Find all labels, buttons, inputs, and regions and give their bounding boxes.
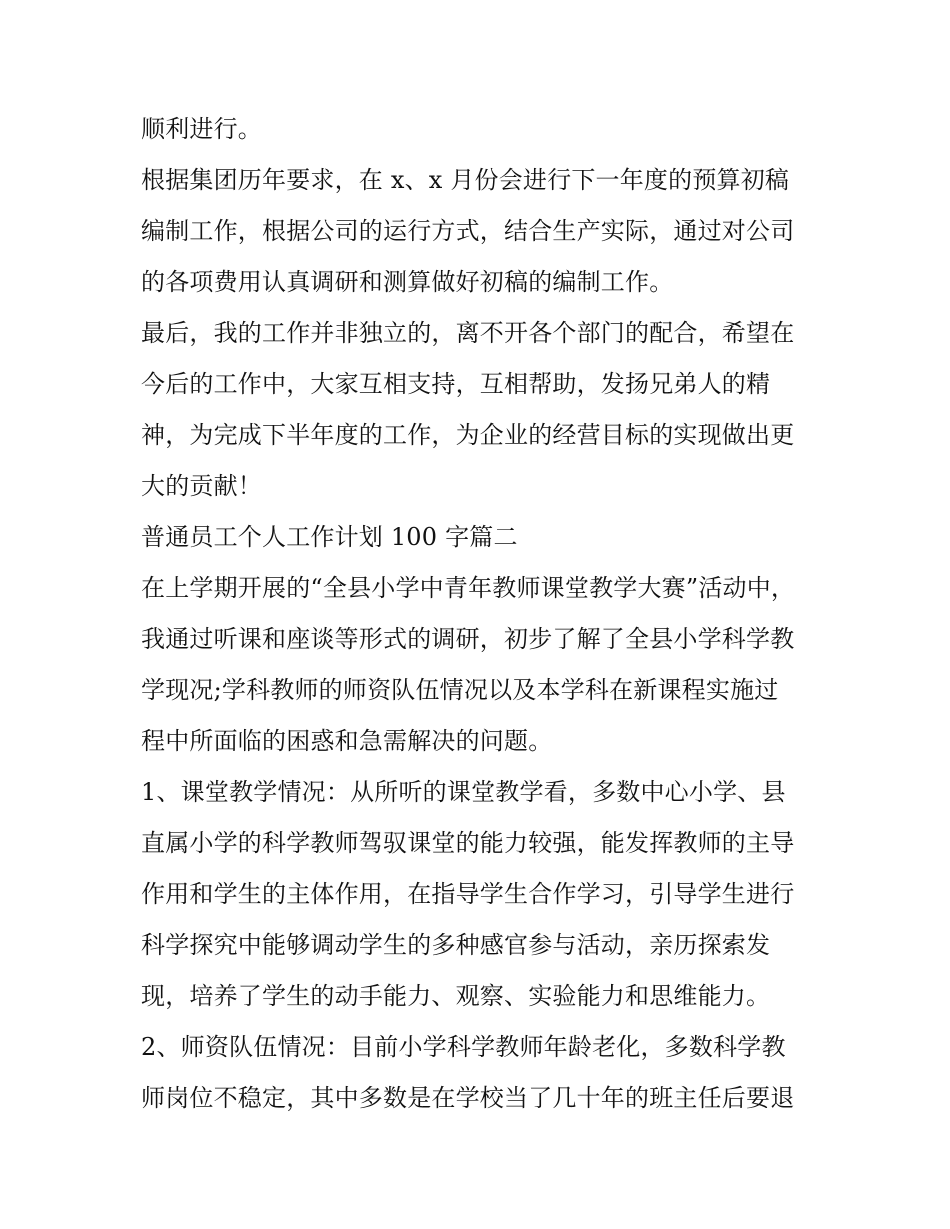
text-line: 在上学期开展的“全县小学中青年教师课堂教学大赛”活动中， <box>141 574 796 602</box>
text-line: 神，为完成下半年度的工作，为企业的经营目标的实现做出更 <box>141 421 795 449</box>
text-line: 今后的工作中，大家互相支持，互相帮助，发扬兄弟人的精 <box>141 370 771 398</box>
text-line: 作用和学生的主体作用，在指导学生合作学习，引导学生进行 <box>141 880 795 908</box>
text-line: 大的贡献！ <box>141 472 262 500</box>
text-line: 科学探究中能够调动学生的多种感官参与活动，亲历探索发 <box>141 931 771 959</box>
text-line: 最后，我的工作并非独立的，离不开各个部门的配合，希望在 <box>141 319 795 347</box>
text-line: 的各项费用认真调研和测算做好初稿的编制工作。 <box>141 268 674 296</box>
text-line: 2、师资队伍情况：目前小学科学教师年龄老化，多数科学教 <box>141 1033 786 1061</box>
text-line: 1、课堂教学情况：从所听的课堂教学看，多数中心小学、县 <box>141 778 786 806</box>
text-line: 学现况;学科教师的师资队伍情况以及本学科在新课程实施过 <box>141 676 779 704</box>
text-line: 现，培养了学生的动手能力、观察、实验能力和思维能力。 <box>141 982 771 1010</box>
text-line: 根据集团历年要求，在 x、x 月份会进行下一年度的预算初稿 <box>141 166 790 194</box>
text-line: 编制工作，根据公司的运行方式，结合生产实际，通过对公司 <box>141 217 795 245</box>
section-heading: 普通员工个人工作计划 100 字篇二 <box>141 523 518 551</box>
text-line: 师岗位不稳定，其中多数是在学校当了几十年的班主任后要退 <box>141 1084 795 1112</box>
text-line: 直属小学的科学教师驾驭课堂的能力较强，能发挥教师的主导 <box>141 829 795 857</box>
text-line: 顺利进行。 <box>141 115 262 143</box>
text-line: 程中所面临的困惑和急需解决的问题。 <box>141 727 553 755</box>
text-line: 我通过听课和座谈等形式的调研，初步了解了全县小学科学教 <box>141 625 795 653</box>
